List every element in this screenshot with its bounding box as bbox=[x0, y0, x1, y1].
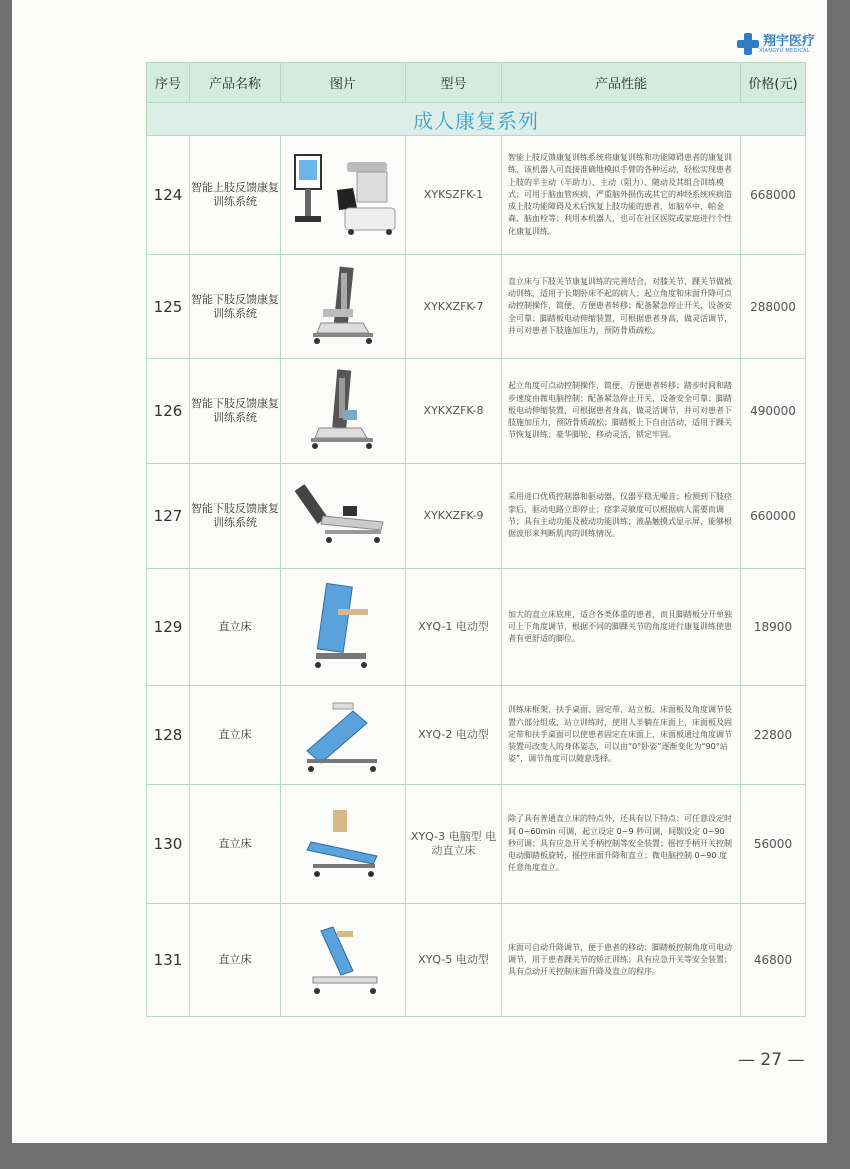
row-name: 直立床 bbox=[190, 569, 281, 686]
row-name: 智能下肢反馈康复训练系统 bbox=[190, 464, 281, 569]
header-no: 序号 bbox=[147, 63, 190, 103]
row-model: XYKXZFK-7 bbox=[406, 255, 502, 359]
lower-limb-trainer-image bbox=[293, 476, 393, 556]
brand-name: 翔宇医疗 bbox=[763, 33, 816, 49]
product-image bbox=[281, 359, 406, 464]
row-performance: 除了具有普通直立床的特点外，还具有以下特点：可任意设定时间 0~60min 可调，起立设定 0~9 秒可调，间歇设定 0~90 秒可调；具有应急开关手柄控制等安全装置；摇控手柄开关控制电动脚踏板旋转，摇控床面升降和直立；微电脑控制 0~90 度任意角度直立。 bbox=[502, 785, 741, 904]
product-image bbox=[281, 569, 406, 686]
header-model: 型号 bbox=[406, 63, 502, 103]
table-row bbox=[147, 136, 806, 255]
row-name: 智能下肢反馈康复训练系统 bbox=[190, 255, 281, 359]
row-no: 127 bbox=[147, 464, 190, 569]
row-performance: 直立床与下肢关节康复训练的完善结合，对膝关节、踝关节做被动训练，适用于长期卧床不起的病人；起立角度和床面升降可点动控制操作，简便、方便患者转移；配备紧急停止开关，设备安全可靠；脚踏板电动伸缩装置，可根据患者身高，做灵活调节，并可对患者下肢施加压力，预防骨质疏松。 bbox=[502, 255, 741, 359]
row-name: 智能上肢反馈康复训练系统 bbox=[190, 136, 281, 255]
product-image bbox=[281, 785, 406, 904]
row-model: XYQ-1 电动型 bbox=[406, 569, 502, 686]
header-image: 图片 bbox=[281, 63, 406, 103]
lower-limb-trainer-image bbox=[303, 263, 383, 351]
row-price: 46800 bbox=[741, 904, 806, 1017]
category-row bbox=[147, 103, 806, 136]
product-image bbox=[281, 686, 406, 785]
row-model: XYQ-3 电脑型 电动直立床 bbox=[406, 785, 502, 904]
row-name: 直立床 bbox=[190, 904, 281, 1017]
row-model: XYQ-5 电动型 bbox=[406, 904, 502, 1017]
product-image bbox=[281, 255, 406, 359]
product-image bbox=[281, 904, 406, 1017]
category-title: 成人康复系列 bbox=[147, 103, 806, 136]
row-model: XYQ-2 电动型 bbox=[406, 686, 502, 785]
row-no: 124 bbox=[147, 136, 190, 255]
row-price: 288000 bbox=[741, 255, 806, 359]
table-row bbox=[147, 359, 806, 464]
row-performance: 床面可自动升降调节，便于患者的移动；脚踏板控制角度可电动调节，用于患者踝关节的矫正训练；具有应急开关等安全装置；具有点动开关控制床面升降及直立的程序。 bbox=[502, 904, 741, 1017]
row-no: 130 bbox=[147, 785, 190, 904]
row-no: 128 bbox=[147, 686, 190, 785]
table-header-row bbox=[147, 63, 806, 103]
row-no: 126 bbox=[147, 359, 190, 464]
table-row bbox=[147, 904, 806, 1017]
standing-bed-image bbox=[298, 577, 388, 677]
standing-bed-image bbox=[293, 915, 393, 1005]
header-name: 产品名称 bbox=[190, 63, 281, 103]
row-no: 129 bbox=[147, 569, 190, 686]
row-price: 22800 bbox=[741, 686, 806, 785]
row-price: 18900 bbox=[741, 569, 806, 686]
product-image bbox=[281, 464, 406, 569]
row-price: 668000 bbox=[741, 136, 806, 255]
row-name: 直立床 bbox=[190, 785, 281, 904]
lower-limb-trainer-image bbox=[303, 366, 383, 456]
page-number: — 27 — bbox=[738, 1050, 805, 1070]
row-name: 直立床 bbox=[190, 686, 281, 785]
standing-bed-image bbox=[293, 802, 393, 886]
table-row bbox=[147, 255, 806, 359]
row-performance: 起立角度可点动控制操作，简便、方便患者转移；踏步时间和踏步速度由微电脑控制；配备紧急停止开关，设备安全可靠；脚踏板电动伸缩装置，可根据患者身高，做灵活调节，并可对患者下肢施加压力，预防骨质疏松；脚踏板上下自由活动，适用于踝关节恢复训练；豪华脚轮，移动灵活，锁定牢固。 bbox=[502, 359, 741, 464]
row-no: 131 bbox=[147, 904, 190, 1017]
row-price: 56000 bbox=[741, 785, 806, 904]
row-price: 490000 bbox=[741, 359, 806, 464]
table-row bbox=[147, 785, 806, 904]
row-name: 智能下肢反馈康复训练系统 bbox=[190, 359, 281, 464]
brand-sub: XIANGYU MEDICAL bbox=[759, 47, 810, 54]
brand-logo bbox=[737, 33, 815, 55]
row-performance: 采用进口优质控制器和驱动器，仪器平稳无噪音；检测到下肢痉挛后，驱动电路立即停止；痉挛灵敏度可以根据病人需要而调节；具有主动功能及被动功能训练；液晶触摸式显示屏，能够根据波形来判断肌肉的训练情况。 bbox=[502, 464, 741, 569]
row-model: XYKXZFK-8 bbox=[406, 359, 502, 464]
table-row bbox=[147, 464, 806, 569]
row-no: 125 bbox=[147, 255, 190, 359]
row-model: XYKSZFK-1 bbox=[406, 136, 502, 255]
upper-limb-robot-image bbox=[287, 150, 399, 240]
row-price: 660000 bbox=[741, 464, 806, 569]
standing-bed-image bbox=[293, 693, 393, 777]
header-price: 价格(元) bbox=[741, 63, 806, 103]
table-row bbox=[147, 686, 806, 785]
row-performance: 智能上肢反馈康复训练系统将康复训练和功能障碍患者的康复训练，该机器人可直接准确地模拟手臂的各种运动，轻松实现患者上肢的半主动（半助力）、主动（阻力）、随动及其组合训练模式；可用于脑血管疾病、严重脑外损伤或其它的神经系统疾病造成上肢功能障碍及术后恢复上肢功能的患者，如脑卒中、帕金森、脑血栓等；利用本机器人，也可在社区医院或家庭进行个性化康复训练。 bbox=[502, 136, 741, 255]
row-performance: 训练床框架、扶手桌面、固定带、站立板、床面板及角度调节装置六部分组成，站立训练时，使用人半躺在床面上，床面板及固定带和扶手桌面可以使患者固定在床面上，床面板通过角度调节装置可改变人的身体姿态，可以由“0°卧姿”逐渐变化为“90°站姿”，调节角度可以随意选择。 bbox=[502, 686, 741, 785]
product-table bbox=[146, 62, 806, 1017]
row-model: XYKXZFK-9 bbox=[406, 464, 502, 569]
product-image bbox=[281, 136, 406, 255]
header-performance: 产品性能 bbox=[502, 63, 741, 103]
table-row bbox=[147, 569, 806, 686]
row-performance: 加大的直立床底座，适合各类体重的患者，而且脚踏板分开单独可上下角度调节，根据不同的脚踝关节的角度进行康复训练使患者有更舒适的脚位。 bbox=[502, 569, 741, 686]
medical-cross-icon bbox=[737, 33, 759, 55]
